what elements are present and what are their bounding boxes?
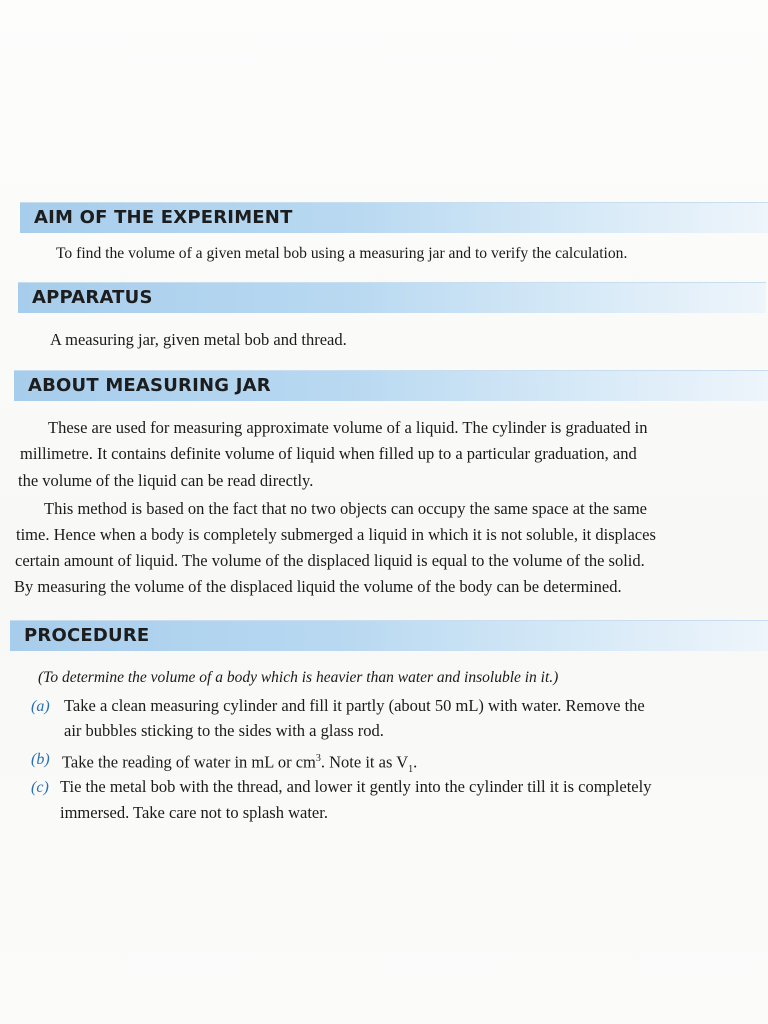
apparatus-heading-bar xyxy=(18,282,766,313)
about-para1-line1: These are used for measuring approximate volume of a liquid. The cylinder is graduated in xyxy=(48,418,648,437)
about-heading-bar xyxy=(14,370,768,401)
aim-heading-bar xyxy=(20,202,768,233)
step-b-text-after: . xyxy=(413,752,418,772)
step-a-label: (a) xyxy=(31,698,50,715)
step-a-line1: Take a clean measuring cylinder and fill it partly (about 50 mL) with water. Remove the xyxy=(64,696,645,715)
step-b-superscript: 3 xyxy=(315,753,321,764)
apparatus-heading: APPARATUS xyxy=(32,287,153,308)
step-b-letter: b xyxy=(36,751,45,768)
about-heading: ABOUT MEASURING JAR xyxy=(28,375,271,396)
step-a-letter: a xyxy=(36,698,45,715)
step-c-letter: c xyxy=(36,779,44,796)
about-para2-line4: By measuring the volume of the displaced liquid the volume of the body can be determined. xyxy=(14,577,622,596)
procedure-heading-bar xyxy=(10,620,768,651)
procedure-heading: PROCEDURE xyxy=(24,625,150,646)
procedure-intro: (To determine the volume of a body which is heavier than water and insoluble in it.) xyxy=(38,669,559,686)
about-para2-line1: This method is based on the fact that no two objects can occupy the same space at the same xyxy=(44,499,647,518)
about-para2-line2: time. Hence when a body is completely submerged a liquid in which it is not soluble, it displaces xyxy=(16,525,656,544)
step-c-label: (c) xyxy=(31,779,49,796)
step-b-label: (b) xyxy=(31,751,50,768)
aim-text: To find the volume of a given metal bob using a measuring jar and to verify the calculation. xyxy=(56,245,628,262)
step-a-line2: air bubbles sticking to the sides with a glass rod. xyxy=(64,721,384,740)
apparatus-text: A measuring jar, given metal bob and thread. xyxy=(50,330,347,349)
about-para1-line2: millimetre. It contains definite volume of liquid when filled up to a particular graduation, and xyxy=(20,444,637,463)
about-para1-line3: the volume of the liquid can be read directly. xyxy=(18,471,314,490)
step-b-subscript: 1 xyxy=(408,763,414,775)
step-c-line1: Tie the metal bob with the thread, and lower it gently into the cylinder till it is completely xyxy=(60,777,652,796)
step-c-line2: immersed. Take care not to splash water. xyxy=(60,803,328,822)
step-b-text-middle: . Note it as V xyxy=(320,752,409,772)
about-para2-line3: certain amount of liquid. The volume of the displaced liquid is equal to the volume of the solid. xyxy=(15,551,645,570)
aim-heading: AIM OF THE EXPERIMENT xyxy=(34,207,293,228)
step-b-text-before: Take the reading of water in mL or cm xyxy=(62,752,316,772)
step-b-text xyxy=(62,749,417,780)
